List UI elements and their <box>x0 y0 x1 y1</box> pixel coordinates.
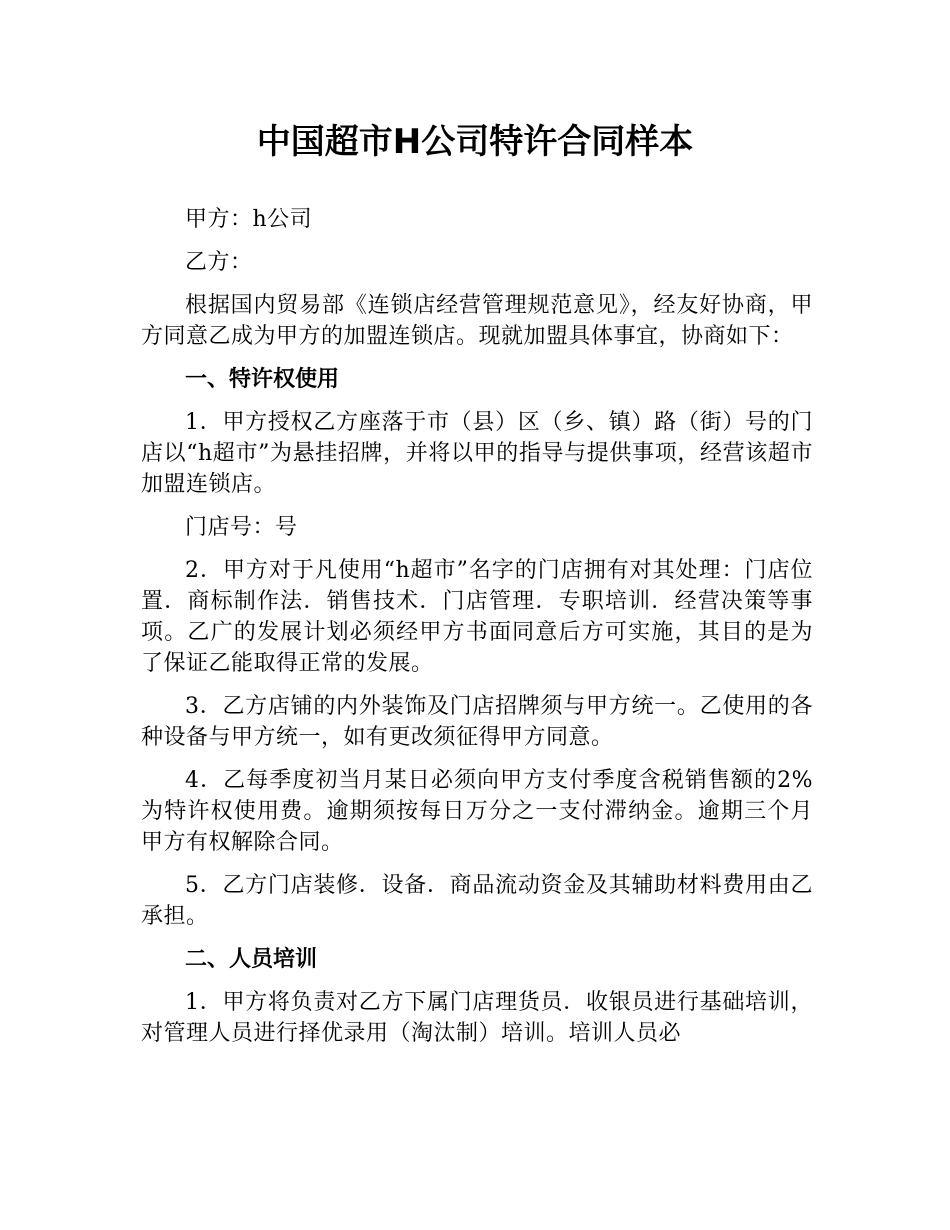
preamble-paragraph: 根据国内贸易部《连锁店经营管理规范意见》，经友好协商，甲方同意乙成为甲方的加盟连锁店。现就加盟具体事宜，协商如下： <box>141 293 813 349</box>
section-heading-franchise-use: 一、特许权使用 <box>185 367 340 392</box>
clause-1-3: 3．乙方店铺的内外装饰及门店招牌须与甲方统一。乙使用的各种设备与甲方统一，如有更改须征得甲方同意。 <box>141 694 813 750</box>
clause-1-5: 5．乙方门店装修．设备．商品流动资金及其辅助材料费用由乙承担。 <box>141 873 813 929</box>
clause-1-4: 4．乙每季度初当月某日必须向甲方支付季度含税销售额的2%为特许权使用费。逾期须按每日万分之一支付滞纳金。逾期三个月甲方有权解除合同。 <box>141 768 813 855</box>
section-heading-staff-training: 二、人员培训 <box>185 947 318 972</box>
clause-1-1: 1．甲方授权乙方座落于市（县）区（乡、镇）路（街）号的门店以“h超市”为悬挂招牌，并将以甲的指导与提供事项，经营该超市加盟连锁店。 <box>141 410 813 497</box>
document-title: 中国超市H公司特许合同样本 <box>256 122 694 162</box>
document-body <box>141 204 813 1061</box>
party-b-line: 乙方： <box>185 250 253 275</box>
party-a-line: 甲方：h公司 <box>185 207 313 232</box>
clause-2-1: 1．甲方将负责对乙方下属门店理货员．收银员进行基础培训，对管理人员进行择优录用（淘汰制）培训。培训人员必 <box>141 990 813 1046</box>
store-number-line: 门店号：号 <box>185 515 298 540</box>
clause-1-2: 2．甲方对于凡使用“h超市”名字的门店拥有对其处理：门店位置．商标制作法．销售技术．门店管理．专职培训．经营决策等事项。乙广的发展计划必须经甲方书面同意后方可实施，其目的是为了保证乙能取得正常的发展。 <box>141 558 813 676</box>
